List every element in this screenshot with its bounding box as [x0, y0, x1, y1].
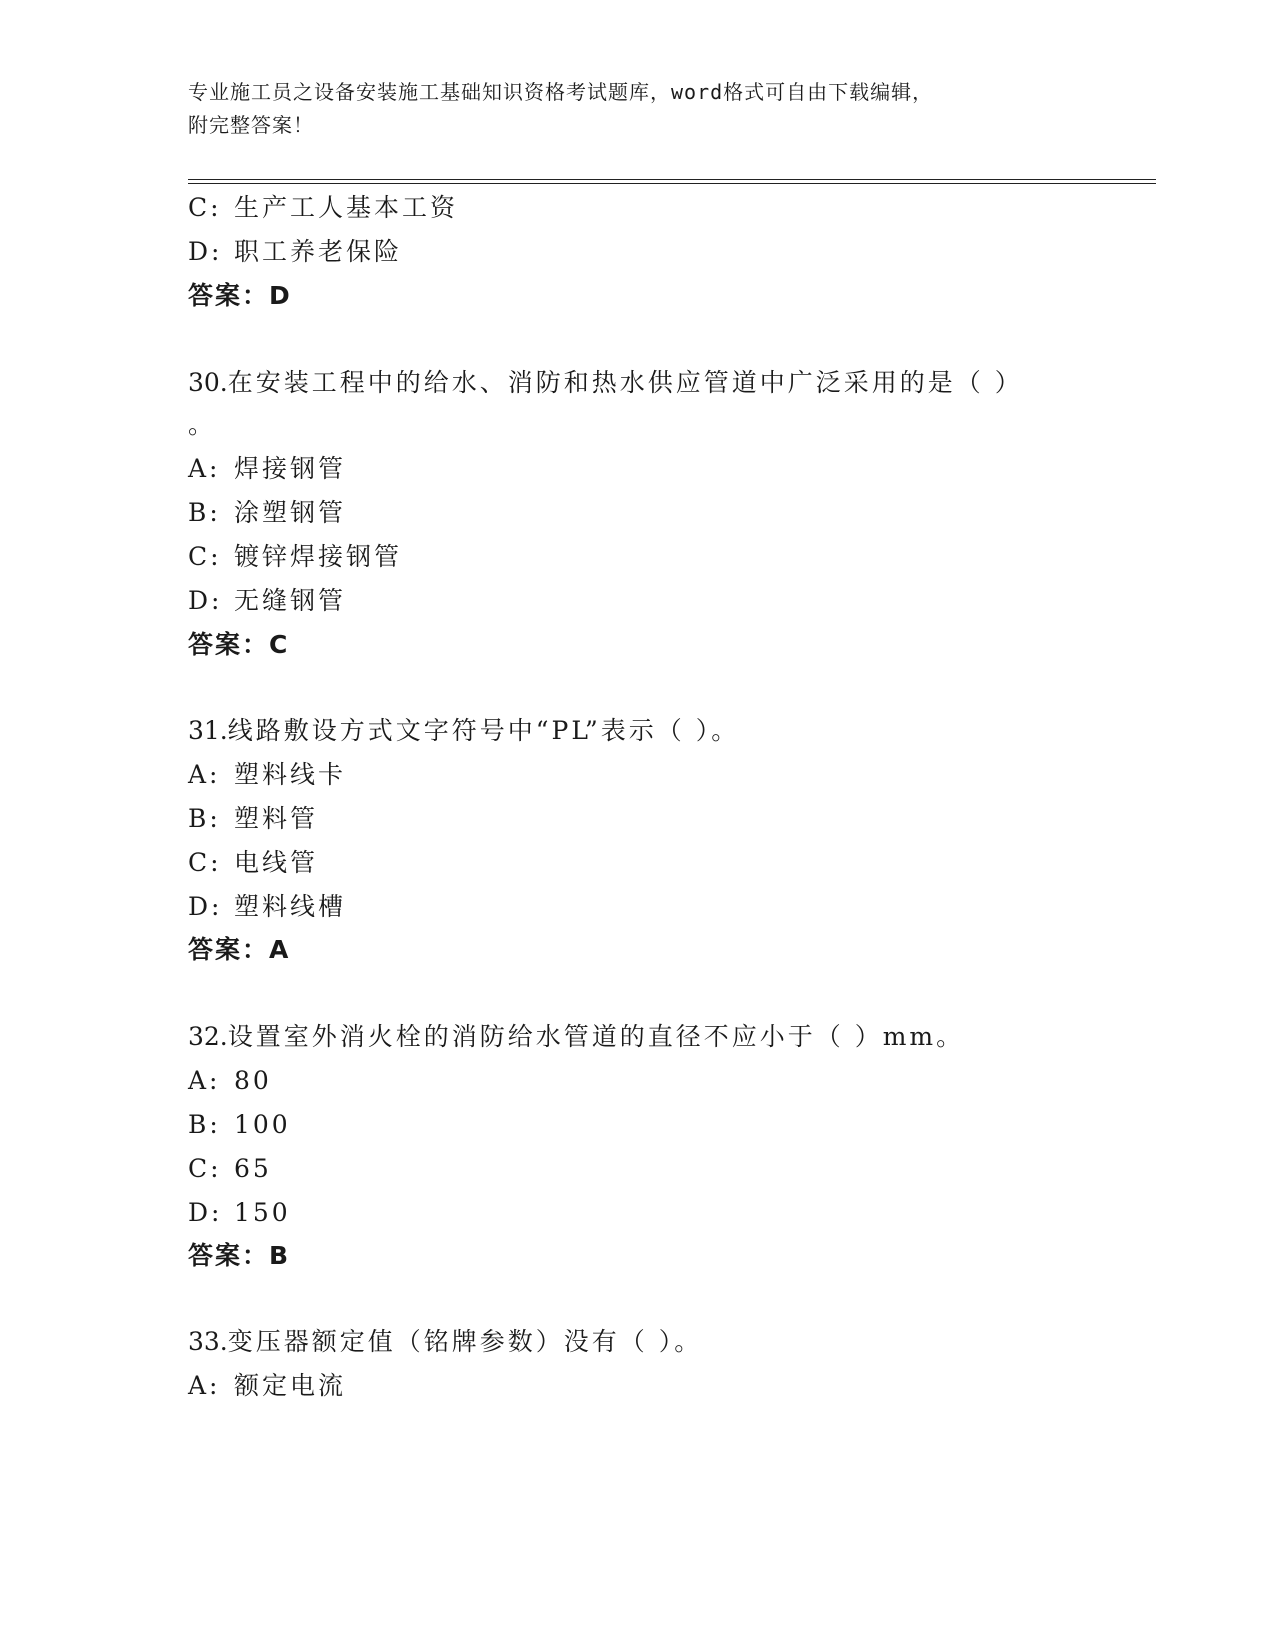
option-letter: C: — [188, 193, 222, 222]
option-text: 生产工人基本工资 — [234, 193, 459, 222]
option-text: 额定电流 — [234, 1371, 347, 1400]
question-text: 线路敷设方式文字符号中“PL”表示（ ）。 — [227, 716, 740, 745]
option-text: 无缝钢管 — [234, 586, 347, 615]
question-number: 33. — [188, 1327, 228, 1356]
question-stem — [188, 1327, 702, 1357]
document-header — [188, 76, 1068, 142]
answer-line: 答案：B — [188, 1241, 291, 1270]
question-stem — [188, 368, 1023, 398]
option-letter: D: — [188, 892, 223, 921]
option-letter: B: — [188, 804, 221, 833]
option-text: 镀锌焊接钢管 — [234, 542, 403, 571]
question-stem — [188, 1022, 964, 1052]
option-letter: D: — [188, 1198, 223, 1227]
option-text: 职工养老保险 — [234, 237, 403, 266]
question-stem-continuation: 。 — [188, 410, 217, 439]
answer-line: 答案：A — [188, 935, 291, 964]
option-text: 塑料线卡 — [234, 760, 347, 789]
option-text: 塑料管 — [234, 804, 319, 833]
option-letter: A: — [188, 1066, 221, 1095]
option-row — [188, 1154, 272, 1184]
option-row — [188, 1198, 291, 1228]
option-letter: C: — [188, 1154, 222, 1183]
option-row — [188, 237, 402, 267]
option-text: 焊接钢管 — [234, 454, 347, 483]
option-letter: B: — [188, 498, 221, 527]
option-letter: A: — [188, 454, 221, 483]
question-text: 设置室外消火栓的消防给水管道的直径不应小于（ ）mm。 — [227, 1022, 965, 1051]
option-text: 涂塑钢管 — [234, 498, 347, 527]
option-row — [188, 1371, 346, 1401]
option-row — [188, 454, 346, 484]
option-letter: C: — [188, 848, 222, 877]
option-letter: C: — [188, 542, 222, 571]
option-letter: A: — [188, 1371, 221, 1400]
header-line-1: 专业施工员之设备安装施工基础知识资格考试题库，word格式可自由下载编辑， — [188, 80, 934, 104]
option-row — [188, 498, 346, 528]
option-row — [188, 804, 318, 834]
option-row — [188, 848, 318, 878]
answer-line: 答案：C — [188, 630, 290, 659]
option-text: 80 — [234, 1066, 272, 1095]
option-row — [188, 586, 346, 616]
option-letter: D: — [188, 237, 223, 266]
header-divider-top — [188, 179, 1156, 180]
option-row — [188, 542, 402, 572]
question-number: 32. — [188, 1022, 228, 1051]
answer-line: 答案：D — [188, 281, 292, 310]
option-text: 150 — [234, 1198, 291, 1227]
question-number: 30. — [188, 368, 228, 397]
question-text: 在安装工程中的给水、消防和热水供应管道中广泛采用的是（ ） — [227, 368, 1023, 397]
option-row — [188, 193, 458, 223]
option-letter: B: — [188, 1110, 221, 1139]
option-row — [188, 1066, 272, 1096]
option-text: 电线管 — [234, 848, 319, 877]
header-line-2: 附完整答案！ — [188, 113, 314, 137]
option-row — [188, 892, 346, 922]
option-row — [188, 1110, 291, 1140]
header-divider-bottom — [188, 183, 1156, 184]
option-letter: D: — [188, 586, 223, 615]
question-stem — [188, 716, 739, 746]
option-letter: A: — [188, 760, 221, 789]
option-text: 65 — [234, 1154, 272, 1183]
question-text: 变压器额定值（铭牌参数）没有（ ）。 — [227, 1327, 703, 1356]
option-row — [188, 760, 346, 790]
question-number: 31. — [188, 716, 228, 745]
option-text: 塑料线槽 — [234, 892, 347, 921]
option-text: 100 — [234, 1110, 291, 1139]
